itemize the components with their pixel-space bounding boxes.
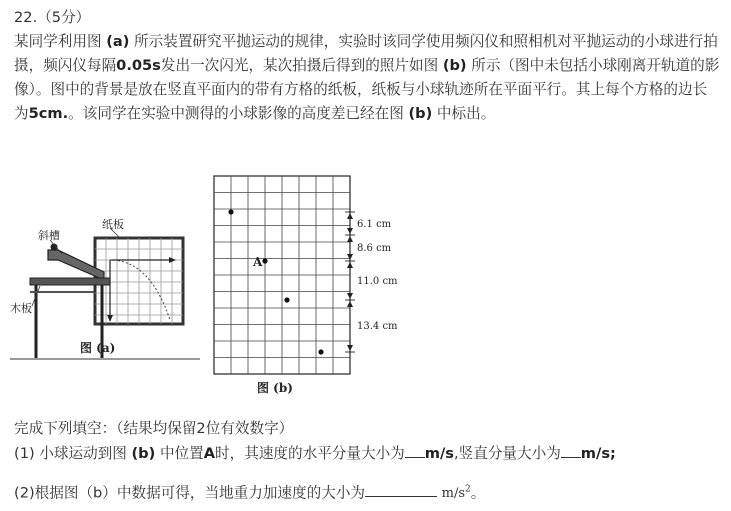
- point-label-a: A: [253, 255, 263, 269]
- table-top: [30, 278, 110, 285]
- problem-text-part: 所示装置研究平抛运动的规律，实验时该同学使用频闪仪和照相机对平抛运动的小球进行拍摄，频闪仪每隔: [14, 33, 718, 74]
- problem-text-part: 发出一次闪光，某次拍摄后得到的照片如图: [160, 57, 443, 74]
- problem-text-part: (b): [442, 57, 467, 74]
- q1-unit-2: m/s;: [580, 445, 616, 462]
- problem-text-part: 所示（图中未包括小球刚离开轨道的影像）。图中的背景是放在竖直平面内的带有方格的纸板，纸板与小球轨迹所在平面平行。其上每个方格的边长为: [14, 57, 720, 122]
- q1-unit-1: m/s: [424, 445, 454, 462]
- ball-image-4: [318, 349, 323, 354]
- answer-blank-gravity[interactable]: [365, 482, 437, 497]
- question-2: [14, 478, 720, 506]
- question-1: [14, 442, 720, 466]
- q2-unit-base: m/s: [441, 486, 466, 502]
- q1-point-ref: A: [203, 445, 216, 462]
- q2-text: (2)根据图（b）中数据可得，当地重力加速度的大小为: [14, 484, 366, 502]
- problem-text-part: 0.05s: [116, 57, 161, 74]
- height-label-4: 13.4 cm: [357, 321, 398, 332]
- problem-text-part: (a): [106, 33, 130, 50]
- height-label-2: 8.6 cm: [357, 243, 392, 254]
- figure-b-photo: [205, 170, 430, 400]
- height-label-1: 6.1 cm: [357, 219, 392, 230]
- ball-image-3: [284, 297, 289, 302]
- ball-image-1: [228, 209, 233, 214]
- problem-text-part: 某同学利用图: [14, 33, 107, 50]
- problem-statement: [14, 30, 720, 126]
- figure-b-caption: 图 (b): [257, 381, 293, 395]
- instructions: 完成下列填空：（结果均保留2位有效数字）: [14, 420, 294, 437]
- figure-a-apparatus: [10, 220, 205, 370]
- q2-tail: 。: [470, 484, 486, 502]
- q1-text-3: 时，其速度的水平分量大小为: [215, 445, 405, 462]
- q2-unit: [442, 486, 471, 501]
- label-ramp: 斜槽: [38, 229, 60, 242]
- problem-text-part: 。该同学在实验中测得的小球影像的高度差已经在图: [68, 105, 409, 122]
- problem-text-part: 5cm.: [28, 105, 69, 122]
- problem-number: 22.（5分）: [14, 9, 91, 26]
- q1-figure-ref: (b): [131, 445, 156, 462]
- q1-text-1: (1) 小球运动到图: [14, 445, 132, 462]
- problem-text-part: 中标出。: [432, 105, 496, 122]
- answer-blank-vertical[interactable]: [561, 443, 581, 458]
- answer-blank-horizontal[interactable]: [405, 443, 425, 458]
- label-paper-board: 纸板: [102, 218, 124, 231]
- ball-image-2: [262, 258, 267, 263]
- label-board: 木板: [10, 302, 32, 315]
- q1-text-4: ,竖直分量大小为: [454, 445, 561, 462]
- q1-text-2: 中位置: [155, 445, 204, 462]
- q2-unit-exp: 2: [465, 485, 471, 495]
- height-label-3: 11.0 cm: [357, 276, 398, 287]
- problem-text-part: (b): [408, 105, 433, 122]
- figure-a-caption: 图 (a): [80, 341, 116, 355]
